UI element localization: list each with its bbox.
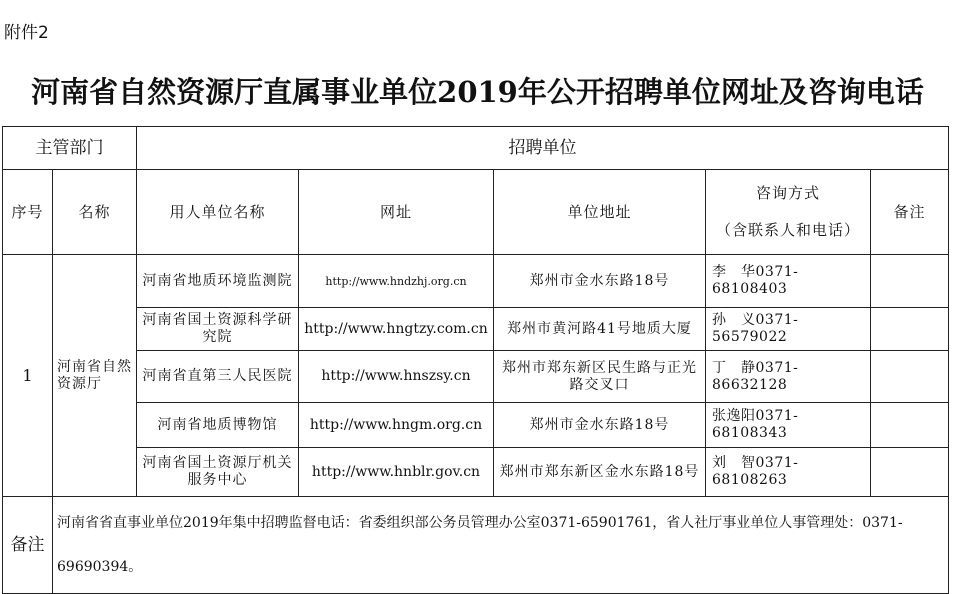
unit-address: 郑州市郑东新区金水东路18号 [494, 448, 706, 497]
table-row [3, 255, 949, 308]
unit-remark [871, 308, 949, 351]
unit-name: 河南省国土资源科学研究院 [137, 308, 299, 351]
header-website: 网址 [299, 170, 494, 255]
unit-name: 河南省地质环境监测院 [137, 255, 299, 308]
unit-url[interactable]: http://www.hngtzy.com.cn [299, 308, 494, 351]
header-seq: 序号 [3, 170, 53, 255]
header-address: 单位地址 [494, 170, 706, 255]
note-label: 备注 [3, 497, 53, 594]
unit-url[interactable]: http://www.hnszsy.cn [299, 351, 494, 403]
header-row-2 [3, 170, 949, 255]
header-contact-line2: （含联系人和电话） [715, 221, 860, 239]
table-row [3, 448, 949, 497]
unit-url[interactable]: http://www.hnblr.gov.cn [299, 448, 494, 497]
recruitment-table [2, 126, 949, 594]
note-text: 河南省省直事业单位2019年集中招聘监督电话：省委组织部公务员管理办公室0371-65901761，省人社厅事业单位人事管理处：0371-69690394。 [53, 497, 949, 594]
header-contact-line1: 咨询方式 [755, 184, 820, 202]
header-name: 名称 [53, 170, 137, 255]
unit-name: 河南省地质博物馆 [137, 403, 299, 448]
unit-name: 河南省国土资源厅机关服务中心 [137, 448, 299, 497]
unit-remark [871, 351, 949, 403]
page-title: 河南省自然资源厅直属事业单位2019年公开招聘单位网址及咨询电话 [31, 75, 924, 109]
header-supervisor-dept: 主管部门 [3, 127, 137, 170]
unit-contact: 孙 义0371-56579022 [706, 308, 871, 351]
unit-remark [871, 448, 949, 497]
header-row-1 [3, 127, 949, 170]
unit-address: 郑州市金水东路18号 [494, 255, 706, 308]
table-row [3, 351, 949, 403]
header-recruiting-unit: 招聘单位 [137, 127, 949, 170]
unit-contact: 李 华0371-68108403 [706, 255, 871, 308]
unit-remark [871, 403, 949, 448]
unit-remark [871, 255, 949, 308]
header-employer-name: 用人单位名称 [137, 170, 299, 255]
unit-contact: 刘 智0371-68108263 [706, 448, 871, 497]
group-seq: 1 [3, 255, 53, 497]
table-row [3, 403, 949, 448]
note-row [3, 497, 949, 594]
unit-url[interactable]: http://www.hndzhj.org.cn [299, 255, 494, 308]
attachment-label: 附件2 [4, 23, 49, 43]
unit-contact: 丁 静0371-86632128 [706, 351, 871, 403]
unit-address: 郑州市郑东新区民生路与正光路交叉口 [494, 351, 706, 403]
header-remarks: 备注 [871, 170, 949, 255]
unit-url[interactable]: http://www.hngm.org.cn [299, 403, 494, 448]
unit-address: 郑州市黄河路41号地质大厦 [494, 308, 706, 351]
group-dept-name: 河南省自然资源厅 [53, 255, 137, 497]
unit-address: 郑州市金水东路18号 [494, 403, 706, 448]
unit-contact: 张逸阳0371-68108343 [706, 403, 871, 448]
table-row [3, 308, 949, 351]
unit-name: 河南省直第三人民医院 [137, 351, 299, 403]
header-contact [706, 170, 871, 255]
